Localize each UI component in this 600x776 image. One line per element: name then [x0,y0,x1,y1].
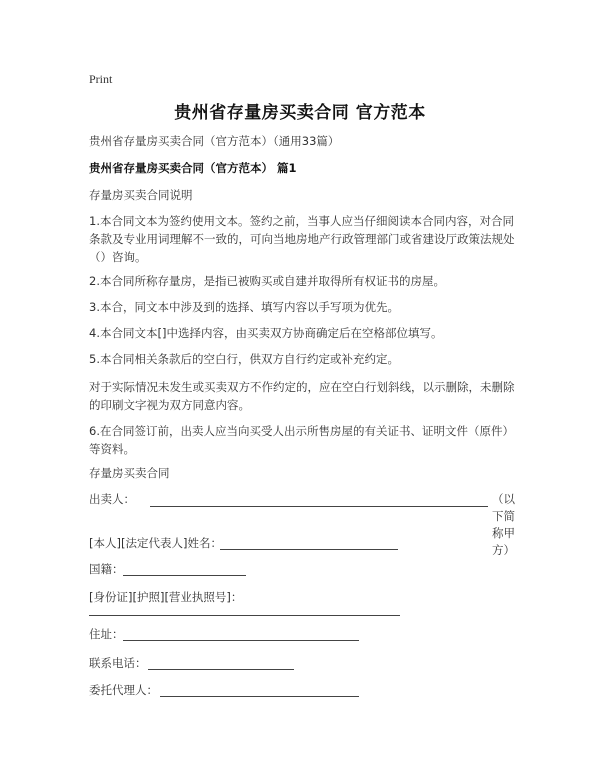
nationality-field[interactable] [123,575,246,576]
seller-field[interactable] [150,506,488,507]
page-title: 贵州省存量房买卖合同 官方范本 [174,103,426,123]
id-label: [身份证][护照][营业执照号]： [89,590,243,604]
seller-suffix: （以下简称甲方） [492,492,515,557]
note-1: 1.本合同文本为签约使用文本。签约之前，当事人应当仔细阅读本合同内容，对合同条款及专业用词理解不一致的，可向当地房地产行政管理部门或省建设厅政策法规处（）咨询。 [89,214,515,264]
address-label: 住址： [89,627,124,641]
note-2: 2.本合同所称存量房，是指已被购买或自建并取得所有权证书的房屋。 [89,274,445,288]
rep-label: [本人][法定代表人]姓名： [89,536,222,550]
print-label[interactable]: Print [89,72,113,86]
note-strike: 对于实际情况未发生或买卖双方不作约定的，应在空白行划斜线，以示删除，未删除的印刷文字视为双方同意内容。 [89,380,515,412]
note-4: 4.本合同文本[]中选择内容，由买卖双方协商确定后在空格部位填写。 [89,326,443,340]
contract-heading: 存量房买卖合同 [89,466,170,480]
seller-label: 出卖人： [89,492,135,506]
address-field[interactable] [123,640,359,641]
note-6: 6.在合同签订前，出卖人应当向买受人出示所售房屋的有关证书、证明文件（原件）等资料。 [89,424,514,456]
phone-field[interactable] [148,669,294,670]
note-3: 3.本合，同文本中涉及到的选择、填写内容以手写项为优先。 [89,300,399,314]
rep-name-field[interactable] [220,549,398,550]
id-number-field[interactable] [89,615,400,616]
note-5: 5.本合同相关条款后的空白行，供双方自行约定或补充约定。 [89,352,399,366]
subtitle: 贵州省存量房买卖合同（官方范本）（通用33篇） [89,134,340,148]
section-heading: 贵州省存量房买卖合同（官方范本） 篇1 [89,161,297,175]
explanation-heading: 存量房买卖合同说明 [89,188,193,202]
nationality-label: 国籍： [89,562,124,576]
phone-label: 联系电话： [89,656,147,670]
agent-label: 委托代理人： [89,683,158,697]
agent-field[interactable] [160,696,359,697]
